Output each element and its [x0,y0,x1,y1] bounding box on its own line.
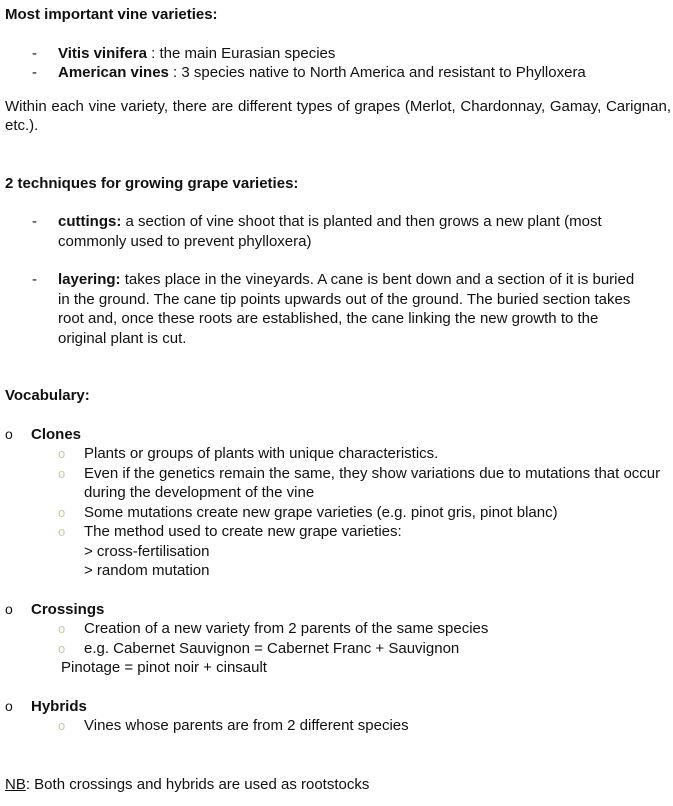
hybrids-item: Vines whose parents are from 2 different species [84,717,409,734]
clones-method: > random mutation [84,562,210,579]
technique-item [5,212,671,251]
crossings-extra: Pinotage = pinot noir + cinsault [61,659,267,676]
clones-method: > cross-fertilisation [84,542,210,560]
circle-bullet: o [58,621,66,636]
dash-bullet: - [32,44,37,62]
technique-term: layering: [58,271,121,288]
circle-bullet: o [58,524,66,539]
circle-bullet: o [58,718,66,733]
circle-bullet: o [5,600,13,617]
technique-term: cuttings: [58,213,122,230]
crossings-label: Crossings [31,600,105,618]
clones-item: Even if the genetics remain the same, they show variations due to mutations that occur during the development of the vine [84,464,661,501]
list-item [58,444,671,464]
heading-vocab: Vocabulary: [5,387,90,404]
crossings-item: e.g. Cabernet Sauvignon = Cabernet Franc + Sauvignon [84,639,460,657]
nb-label: NB [5,775,26,793]
variety-term: Vitis vinifera [58,44,147,62]
clones-item: Some mutations create new grape varieties (e.g. pinot gris, pinot blanc) [84,503,558,521]
vocab-clones [5,425,671,445]
heading-techniques: 2 techniques for growing grape varieties: [5,174,299,192]
circle-bullet: o [58,640,66,656]
technique-desc: takes place in the vineyards. A cane is bent down and a section of it is buried in the ground. The cane tip points upwards out of the ground. The buried section takes root and, once these roots are established, the cane linking the new growth to the original plant is cut. [58,271,635,347]
circle-bullet: o [58,446,66,461]
list-item [58,716,671,736]
variety-desc: the main Eurasian species [159,44,336,62]
hybrids-label: Hybrids [31,697,87,715]
list-item [58,639,671,659]
variety-item [5,44,671,64]
variety-item [5,63,671,83]
document-page [5,5,671,794]
circle-bullet: o [58,465,66,481]
vocab-crossings [5,600,671,620]
dash-bullet: - [32,271,37,288]
dash-bullet: - [32,64,37,81]
variety-sep: : [168,64,182,81]
nb-text: : Both crossings and hybrids are used as rootstocks [25,775,370,793]
nb-note [5,775,671,795]
list-item [58,522,671,542]
circle-bullet: o [5,425,13,442]
variety-term: American vines [58,64,169,81]
list-item [58,619,671,639]
list-item [58,503,671,523]
technique-desc: a section of vine shoot that is planted and then grows a new plant (most commonly used to prevent phylloxera) [58,213,602,250]
circle-bullet: o [58,504,66,520]
circle-bullet: o [5,697,13,714]
variety-sep: : [146,44,160,62]
heading-varieties: Most important vine varieties: [5,6,218,23]
vocab-hybrids [5,697,671,717]
clones-item: Plants or groups of plants with unique characteristics. [84,445,439,462]
crossings-item: Creation of a new variety from 2 parents of the same species [84,620,489,637]
technique-item [5,270,671,348]
within-paragraph: Within each vine variety, there are different types of grapes (Merlot, Chardonnay, Gamay, Carignan, etc.). [5,97,671,134]
list-item [58,464,671,503]
clones-item: The method used to create new grape varieties: [84,523,402,540]
dash-bullet: - [32,213,37,230]
clones-label: Clones [31,425,82,443]
variety-desc: 3 species native to North America and resistant to Phylloxera [181,64,586,81]
